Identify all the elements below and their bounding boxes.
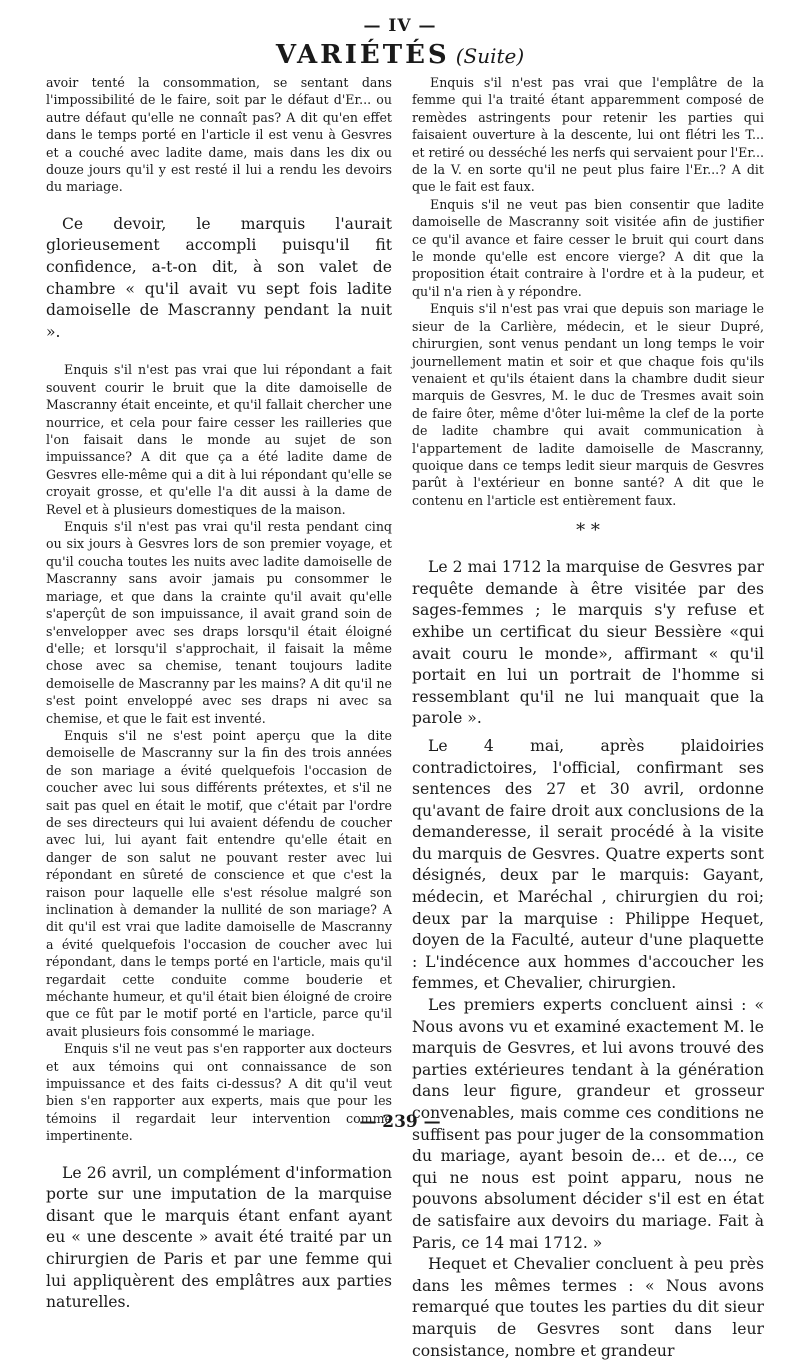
paragraph: Le 26 avril, un complément d'information porte sur une imputation de la marquise disant que le marquis étant enfant ayant eu « une descente » avait été traité par un chirurgien de Paris et par une femme qui lui appliquèrent des emplâtres aux parties naturelles. — [46, 1163, 392, 1312]
paragraph: Ce devoir, le marquis l'aurait glorieusement accompli puisqu'il fit confidence, a-t-on dit, à son valet de chambre « qu'il avait vu sept fois ladite damoiselle de Mascranny pendant la nuit ». — [46, 214, 392, 341]
paragraph: Les premiers experts concluent ainsi : « Nous avons vu et examiné exactement M. le marquis de Gesvres, et lui avons trouvé des parties extérieures tendant à la génération dans leur figure, grandeur et grosseur convenables, mais comme ces conditions ne suffisent pas pour juger de la consommation du mariage, ayant besoin de... et de..., ce qui ne nous est point apparu, nous ne pouvons absolument décider s'il est en état de satisfaire aux devoirs du mariage. Fait à Paris, ce 14 mai 1712. » — [412, 996, 764, 1252]
section-separator: * * — [576, 520, 600, 542]
paragraph: Enquis s'il n'est pas vrai que lui répondant a fait souvent courir le bruit que la dite damoiselle de Mascranny était enceinte, et qu'il fallait chercher une nourrice, et cela pour faire cesser les railleries que l'on faisait dans le monde au sujet de son impuissance? A dit que ça a été ladite dame de Gesvres elle-même qui a dit à lui répondant qu'elle se croyait grosse, et qu'elle l'a dit aussi à la dame de Revel et à plusieurs domestiques de la maison. — [46, 362, 392, 517]
right-column — [412, 74, 764, 1362]
paragraph: Enquis s'il ne veut pas s'en rapporter aux docteurs et aux témoins qui ont connaissance de son impuissance et des faits ci-dessus? A dit qu'il veut bien s'en rapporter aux experts, mais que pour les témoins il regardait leur intervention comme impertinente. — [46, 1041, 392, 1144]
section-title-main: VARIÉTÉS — [275, 40, 450, 70]
paragraph: Enquis s'il n'est pas vrai qu'il resta pendant cinq ou six jours à Gesvres lors de son premier voyage, et qu'il coucha toutes les nuits avec ladite damoiselle de Mascranny sans avoir jamais pu consommer le mariage, et que dans la crainte qu'il avait qu'elle s'aperçût de son impuissance, il avait grand soin de s'envelopper avec ses draps lorsqu'il était éloigné d'elle; et lorsqu'il s'approchait, il faisait la même chose avec sa chemise, tenant toujours ladite demoiselle de Mascranny par les mains? A dit qu'il ne s'est point enveloppé avec ses draps ni avec sa chemise, et que le fait est inventé. — [46, 519, 392, 726]
paragraph: Enquis s'il n'est pas vrai que depuis son mariage le sieur de la Carlière, médecin, et le sieur Dupré, chirurgien, sont venus pendant un long temps le voir journellement matin et soir et que chaque fois qu'ils venaient et qu'ils étaient dans la chambre dudit sieur marquis de Gesvres, M. le duc de Tresmes avait soin de faire ôter, même d'ôter lui-même la clef de la porte de ladite chambre qui avait communication à l'appartement de ladite damoiselle de Mascranny, quoique dans ce temps ledit sieur marquis de Gesvres parût à l'extérieur en bonne santé? A dit que le contenu en l'article est entièrement faux. — [412, 301, 764, 508]
paragraph: Le 2 mai 1712 la marquise de Gesvres par requête demande à être visitée par des sages-femmes ; le marquis s'y refuse et exhibe un certificat du sieur Bessière «qui avait couru le monde», affirmant « qu'il portait en lui un portrait de l'homme si ressemblant qu'il ne lui manquait que la parole ». — [412, 558, 764, 728]
paragraph: Enquis s'il ne veut pas bien consentir que ladite damoiselle de Mascranny soit visitée afin de justifier ce qu'il avance et faire cesser le bruit qui court dans le monde qu'elle est encore vierge? A dit que la proposition était contraire à l'ordre et à la pudeur, et qu'il n'a rien à y répondre. — [412, 196, 764, 299]
paragraph: Le 4 mai, après plaidoiries contradictoires, l'official, confirmant ses sentences des 27 et 30 avril, ordonne qu'avant de faire droit aux conclusions de la demanderesse, il serait procédé à la visite du marquis de Gesvres. Quatre experts sont désignés, deux par le marquis: Gayant, médecin, et Maréchal , chirurgien du roi; deux par la marquise : Philippe Hequet, doyen de la Faculté, auteur d'une plaquette : L'indécence aux hommes d'accoucher les femmes, et Chevalier, chirurgien. — [412, 736, 764, 993]
paragraph: avoir tenté la consommation, se sentant dans l'impossibilité de le faire, soit par le défaut d'Er... ou autre défaut qu'elle ne connaît pas? A dit qu'en effet dans le temps porté en l'article il est venu à Gesvres et a couché avec ladite dame, mais dans les dix ou douze jours qu'il y est resté il lui a rendu les devoirs du mariage. — [46, 75, 392, 195]
paragraph: Enquis s'il ne s'est point aperçu que la dite demoiselle de Mascranny sur la fin des trois années de son mariage a évité quelquefois l'occasion de coucher avec lui sous différents prétextes, et s'il ne sait pas quel en était le motif, que c'était par l'ordre de ses directeurs qui lui avaient défendu de coucher avec lui, lui ayant fait entendre qu'elle était en danger de son salut ne pouvant rester avec lui répondant en sûreté de conscience et que c'est la raison pour laquelle elle s'est résolue malgré son inclination à demander la nullité de son mariage? A dit qu'il est vrai que ladite damoiselle de Mascranny a évité quelquefois l'occasion de coucher avec lui répondant, dans le temps porté en l'article, mais qu'il regardait cette conduite comme bouderie et méchante humeur, et qu'il était bien éloigné de croire que ce fût par le motif porté en l'article, parce qu'il avait plusieurs fois consommé le mariage. — [46, 727, 392, 1039]
paragraph: Hequet et Chevalier concluent à peu près dans les mêmes termes : « Nous avons remarqué que toutes les parties du dit sieur marquis de Gesvres sont dans leur consistance, nombre et grandeur — [412, 1255, 764, 1360]
section-title-suite: (Suite) — [455, 44, 525, 68]
folio-roman: — IV — — [363, 16, 437, 36]
section-title — [0, 40, 800, 70]
page-number: — 239 — — [359, 1112, 441, 1132]
paragraph: Enquis s'il n'est pas vrai que l'emplâtre de la femme qui l'a traité étant apparemment composé de remèdes astringents pour retenir les parties qui faisaient ouverture à la descente, lui ont flétri les T... et retiré ou desséché les nerfs qui servaient pour l'Er... de la V. en sorte qu'il ne peut plus faire l'Er...? A dit que le fait est faux. — [412, 75, 764, 195]
